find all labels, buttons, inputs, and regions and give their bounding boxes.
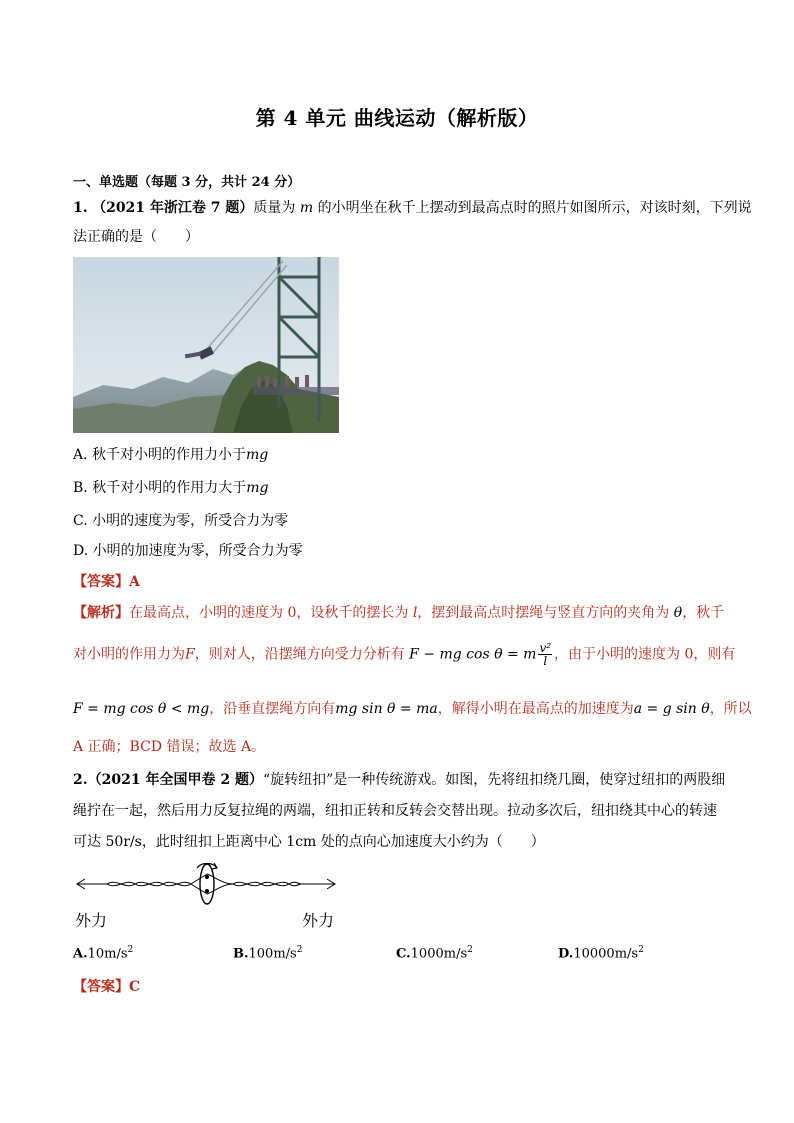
q1-answer: 【答案】A (73, 574, 140, 590)
spinning-button-svg (73, 860, 343, 908)
spinning-button-diagram (73, 860, 343, 932)
swing-photo (73, 257, 339, 433)
q1-option-a[interactable]: A. 秋千对小明的作用力小于mg (73, 447, 269, 463)
section-heading: 一、单选题（每题 3 分，共计 24 分） (73, 175, 301, 190)
q1-option-c[interactable]: C. 小明的速度为零，所受合力为零 (73, 513, 289, 529)
q1-source: （2021 年浙江卷 7 题） (92, 200, 254, 216)
q1-analysis-line1: 【解析】在最高点，小明的速度为 0，设秋千的摆长为 l，摆到最高点时摆绳与竖直方向的夹角为 θ，秋千 (73, 605, 725, 621)
q2-source: （2021 年全国甲卷 2 题） (87, 772, 263, 788)
q1-analysis-line3: F = mg cos θ < mg，沿垂直摆绳方向有mg sin θ = ma，解得小明在最高点的加速度为a = g sin θ，所以 (73, 701, 752, 717)
q2-answer: 【答案】C (73, 979, 141, 995)
q2-stem-line3: 可达 50r/s，此时纽扣上距离中心 1cm 处的点向心加速度大小约为（ ） (73, 834, 545, 850)
q2-stem-line1: 2.（2021 年全国甲卷 2 题）“旋转纽扣”是一种传统游戏。如图，先将纽扣绕几圈，使穿过纽扣的两股细 (73, 772, 726, 788)
q2-option-a[interactable]: $A.10m/s^2$ (73, 945, 134, 962)
force-equation: F − mg cos θ = m (409, 646, 537, 663)
q2-option-c[interactable]: $C.1000m/s^2$ (396, 945, 473, 962)
q1-stem-line2: 法正确的是（ ） (73, 229, 199, 245)
q1-option-d[interactable]: D. 小明的加速度为零，所受合力为零 (73, 543, 303, 559)
swing-photo-illustration (73, 257, 339, 433)
q1-stem-part-b: 的小明坐在秋千上摆动到最高点时的照片如图所示，对该时刻，下列说 (317, 200, 752, 216)
page-title: 第 4 单元 曲线运动（解析版） (255, 106, 539, 130)
q2-stem-line2: 绳拧在一起，然后用力反复拉绳的两端，纽扣正转和反转会交替出现。拉动多次后，纽扣绕其中心的转速 (73, 803, 717, 819)
q2-number: 2. (73, 772, 88, 788)
q1-analysis-line2: 对小明的作用力为F，则对人，沿摆绳方向受力分析有 F − mg cos θ = m $\frac{\text{v²}}{l}$ ，由于小明的速度为 0，则有 (73, 641, 736, 668)
q1-stem-var: m (299, 200, 314, 216)
q2-option-b[interactable]: $B.100m/s^2$ (233, 945, 303, 962)
diagram-left-force-label: 外力 (75, 911, 108, 930)
fraction-v2-over-l: $\frac{\text{v²}}{l}$ (539, 641, 552, 668)
q1-option-b[interactable]: B. 秋千对小明的作用力大于mg (73, 480, 269, 496)
q1-stem-part-a: 质量为 (253, 200, 296, 216)
q1-stem-line1 (73, 197, 752, 217)
diagram-right-force-label: 外力 (302, 911, 335, 930)
q1-analysis-line4: A 正确；BCD 错误；故选 A。 (73, 739, 266, 755)
q1-number: 1. (73, 200, 88, 216)
q2-option-d[interactable]: $D.10000m/s^2$ (558, 945, 644, 962)
